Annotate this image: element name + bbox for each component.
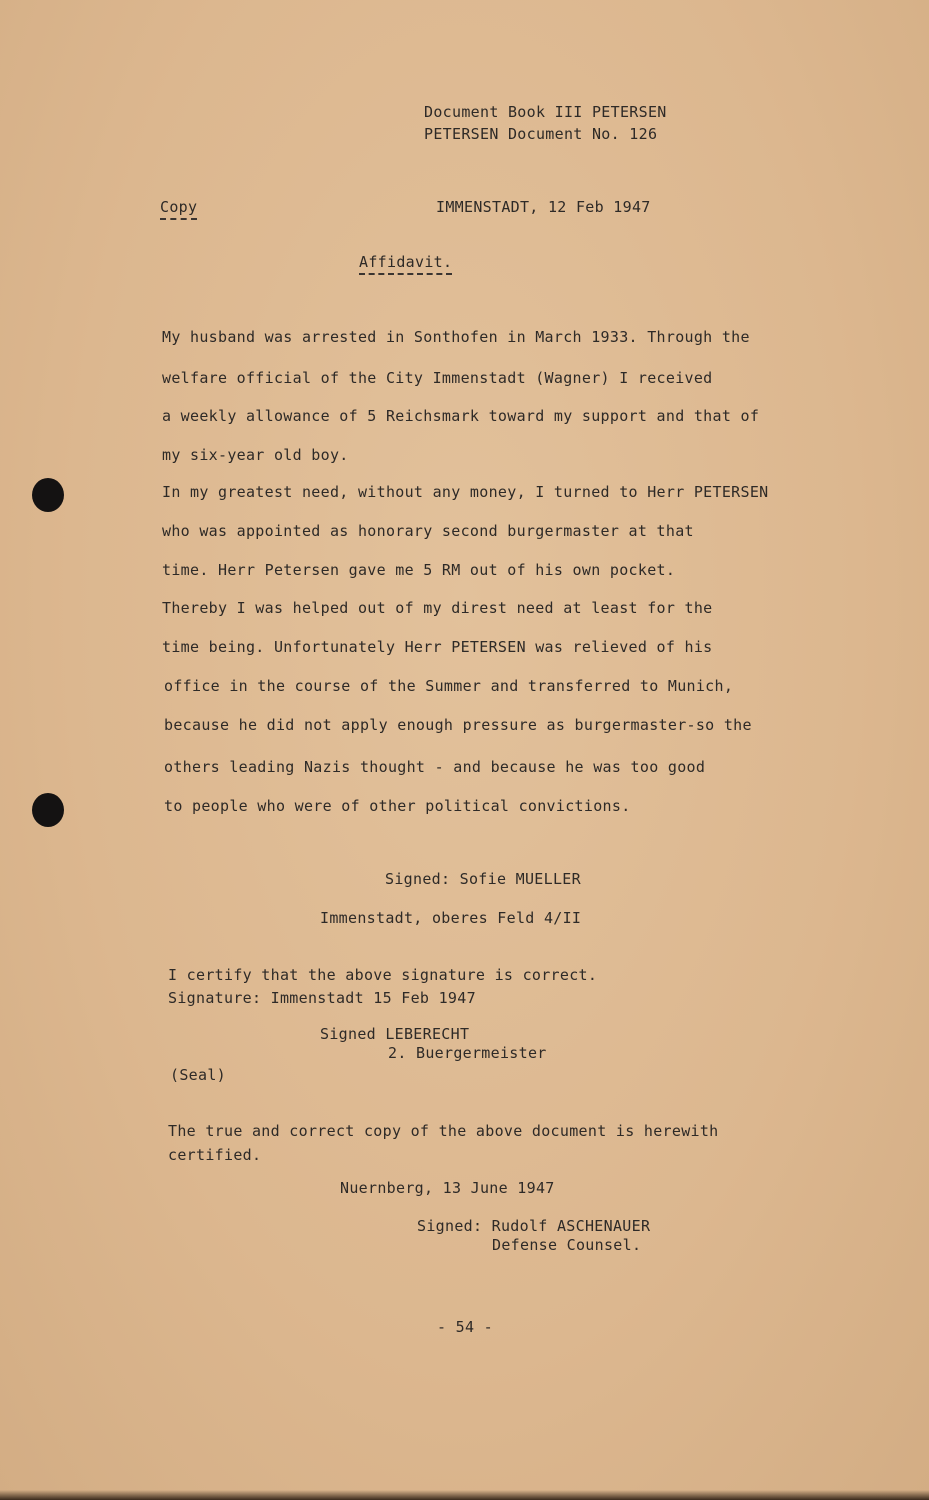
affiant-signature: Signed: Sofie MUELLER xyxy=(385,870,581,888)
body-line: time being. Unfortunately Herr PETERSEN was relieved of his xyxy=(162,638,713,656)
certify-line-2: Signature: Immenstadt 15 Feb 1947 xyxy=(168,989,476,1007)
document-title: Affidavit. xyxy=(359,253,452,275)
certify-line-1: I certify that the above signature is correct. xyxy=(168,966,598,984)
copy-cert-line-2: certified. xyxy=(168,1146,262,1164)
seal-label: (Seal) xyxy=(170,1066,226,1084)
copy-cert-line-1: The true and correct copy of the above document is herewith xyxy=(168,1122,719,1140)
affiant-address: Immenstadt, oberes Feld 4/II xyxy=(320,909,582,927)
punch-hole-top xyxy=(32,478,64,512)
body-line: because he did not apply enough pressure as burgermaster-so the xyxy=(164,716,752,734)
body-line: welfare official of the City Immenstadt (Wagner) I received xyxy=(162,369,713,387)
place-date: IMMENSTADT, 12 Feb 1947 xyxy=(436,198,651,216)
body-line: In my greatest need, without any money, I turned to Herr PETERSEN xyxy=(162,483,769,501)
punch-hole-bottom xyxy=(32,793,64,827)
body-line: office in the course of the Summer and transferred to Munich, xyxy=(164,677,734,695)
copy-cert-place-date: Nuernberg, 13 June 1947 xyxy=(340,1179,555,1197)
body-line: a weekly allowance of 5 Reichsmark toward my support and that of xyxy=(162,407,760,425)
page-bottom-edge xyxy=(0,1490,929,1500)
certifier-role: 2. Buergermeister xyxy=(388,1044,547,1062)
body-line: My husband was arrested in Sonthofen in March 1933. Through the xyxy=(162,328,750,346)
counsel-signed: Signed: Rudolf ASCHENAUER xyxy=(417,1217,651,1235)
header-line-2: PETERSEN Document No. 126 xyxy=(424,125,658,143)
body-line: who was appointed as honorary second burgermaster at that xyxy=(162,522,694,540)
page-number: - 54 - xyxy=(437,1318,493,1336)
counsel-role: Defense Counsel. xyxy=(492,1236,642,1254)
header-line-1: Document Book III PETERSEN xyxy=(424,103,667,121)
body-line: others leading Nazis thought - and because he was too good xyxy=(164,758,706,776)
body-line: to people who were of other political convictions. xyxy=(164,797,631,815)
body-line: time. Herr Petersen gave me 5 RM out of his own pocket. xyxy=(162,561,676,579)
copy-label: Copy xyxy=(160,198,197,220)
body-line: my six-year old boy. xyxy=(162,446,349,464)
certifier-signed: Signed LEBERECHT xyxy=(320,1025,470,1043)
body-line: Thereby I was helped out of my direst need at least for the xyxy=(162,599,713,617)
